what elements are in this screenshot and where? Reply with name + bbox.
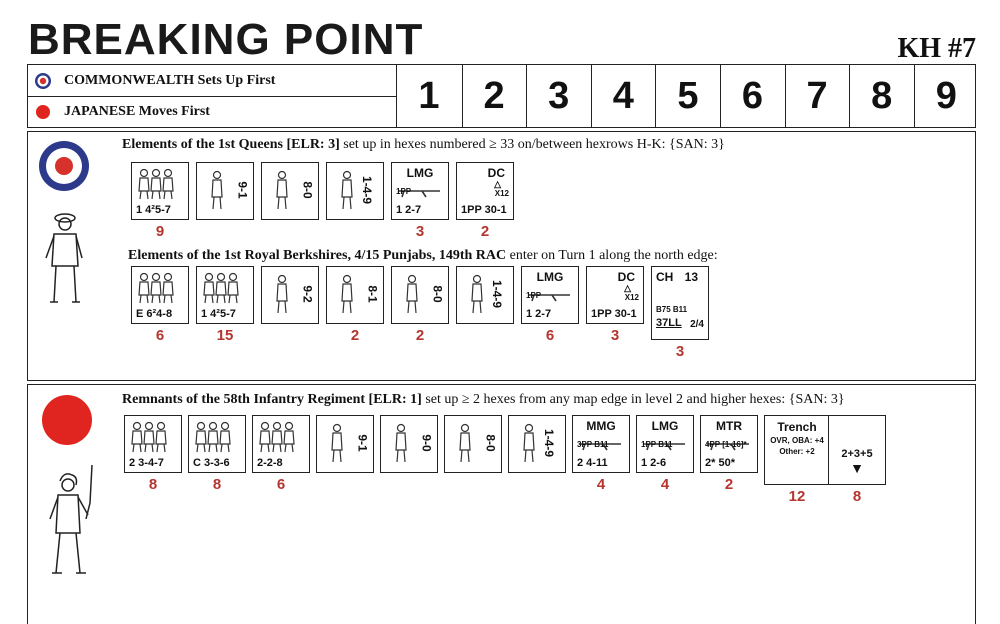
- commonwealth-g1-counter-leader: [196, 162, 254, 220]
- counter-quantity: 12: [788, 488, 806, 505]
- japanese-flag-icon: [41, 394, 93, 446]
- commonwealth-g2-counter-leader: [391, 266, 449, 324]
- mmg-name-label: MMG: [586, 419, 616, 433]
- japanese-g1-counter-trench: [764, 415, 830, 485]
- counter-quantity: 8: [852, 488, 862, 505]
- dc-triangle-icon: △: [494, 179, 501, 189]
- turn-record-track: [27, 64, 976, 128]
- commonwealth-roundel-icon: [38, 140, 90, 192]
- lmg-specs-label: 1PP B11: [641, 440, 673, 449]
- counter-quantity: 4: [596, 476, 606, 493]
- squad-strength-label: 1 4²5-7: [201, 308, 236, 320]
- leader-rating-label: 8-0: [483, 434, 498, 452]
- japanese-g1-counter-squad: [188, 415, 246, 473]
- commonwealth-group2-header: Elements of the 1st Royal Berkshires, 4/15 Punjabs, 149th RAC enter on Turn 1 along the north edge:: [128, 248, 718, 263]
- counter-quantity: 6: [276, 476, 286, 493]
- setup-first-row: [28, 65, 396, 97]
- leader-rating-label: 9-1: [355, 434, 370, 452]
- lmg-name-label: LMG: [536, 270, 564, 284]
- mmg-firepower-label: 2 4-11: [577, 457, 608, 469]
- trench-other-label: Other: +2: [779, 447, 815, 456]
- turn-box-9: 9: [914, 65, 978, 127]
- mmg-specs-label: 3PP B11: [577, 440, 609, 449]
- roundel-icon: [34, 72, 52, 90]
- counter-quantity: 3: [675, 343, 685, 360]
- japanese-section: [27, 384, 976, 624]
- commonwealth-g2-counter-leader: [261, 266, 319, 324]
- trench-ovr-label: OVR, OBA: +4: [770, 436, 824, 445]
- tank-mp-label: 2/4: [690, 319, 704, 330]
- squad-strength-label: C 3-3-6: [193, 457, 230, 469]
- counter-quantity: 4: [660, 476, 670, 493]
- counter-quantity: 2: [724, 476, 734, 493]
- counter-quantity: 6: [155, 327, 165, 344]
- turn-box-3: 3: [526, 65, 590, 127]
- commonwealth-g2-counter-tank: [651, 266, 709, 340]
- lmg-firepower-label: 1 2-6: [641, 457, 667, 469]
- mtr-name-label: MTR: [716, 419, 742, 433]
- counter-quantity: 2: [480, 223, 490, 240]
- squad-strength-label: E 6²4-8: [136, 308, 173, 320]
- tank-specs-label: B75 B11: [656, 305, 688, 314]
- lmg-name-label: LMG: [651, 419, 679, 433]
- leader-rating-label: 1-4-9: [359, 175, 374, 205]
- japanese-g1-counter-wire: [828, 415, 886, 485]
- leader-figure-icon: [509, 416, 565, 472]
- japanese-g1-counter-squad: [124, 415, 182, 473]
- japanese-soldier-icon: [42, 463, 98, 581]
- commonwealth-g1-counter-leader: [326, 162, 384, 220]
- tank-name-label: CH: [656, 270, 674, 284]
- commonwealth-g2-counter-squad: [196, 266, 254, 324]
- setup-first-label: COMMONWEALTH Sets Up First: [64, 72, 276, 88]
- counter-quantity: 8: [148, 476, 158, 493]
- dc-triangle-icon: △: [624, 283, 631, 293]
- counter-quantity: 3: [610, 327, 620, 344]
- tank-number-label: 13: [684, 270, 698, 284]
- leader-rating-label: 8-0: [300, 181, 315, 199]
- setup-second-row: [28, 96, 396, 127]
- leader-rating-label: 1-4-9: [541, 428, 556, 458]
- commonwealth-g2-counter-leader: [326, 266, 384, 324]
- japanese-g1-counter-leader: [508, 415, 566, 473]
- squad-strength-label: 2 3-4-7: [129, 457, 164, 469]
- commonwealth-g2-counter-lmg: [521, 266, 579, 324]
- turn-box-8: 8: [849, 65, 913, 127]
- scenario-title: BREAKING POINT: [28, 15, 424, 64]
- lmg-firepower-label: 1 2-7: [396, 204, 422, 216]
- counter-quantity: 2: [415, 327, 425, 344]
- counter-quantity: 6: [545, 327, 555, 344]
- counter-quantity: 3: [415, 223, 425, 240]
- commonwealth-g2-counter-squad: [131, 266, 189, 324]
- wire-modifier-label: 2+3+5: [841, 448, 873, 460]
- lmg-specs-label: 1PP: [526, 291, 542, 300]
- turn-box-7: 7: [785, 65, 849, 127]
- leader-figure-icon: [457, 267, 513, 323]
- trench-name-label: Trench: [777, 420, 817, 434]
- commonwealth-g1-counter-lmg: [391, 162, 449, 220]
- japanese-g1-counter-leader: [380, 415, 438, 473]
- leader-rating-label: 1-4-9: [489, 279, 504, 309]
- dc-firepower-label: 1PP 30-1: [591, 308, 637, 320]
- squad-strength-label: 2-2-8: [257, 457, 283, 469]
- rising-sun-icon: [34, 103, 52, 121]
- lmg-specs-label: 1PP: [396, 187, 412, 196]
- lmg-firepower-label: 1 2-7: [526, 308, 552, 320]
- leader-rating-label: 9-2: [300, 285, 315, 303]
- dc-name-label: DC: [617, 270, 635, 284]
- turn-box-1: 1: [418, 74, 440, 117]
- down-arrow-icon: ▼: [850, 460, 864, 476]
- japanese-group1-header: Remnants of the 58th Infantry Regiment [ELR: 1] set up ≥ 2 hexes from any map edge in level 2 and higher hexes: {SAN: 3}: [122, 392, 845, 407]
- dc-specs-label: X12: [494, 189, 509, 198]
- mtr-specs-label: 4PP [1-16]*: [705, 440, 747, 449]
- commonwealth-g1-counter-leader: [261, 162, 319, 220]
- tank-gun-label: 37LL: [656, 317, 682, 329]
- turn-box-5: 5: [655, 65, 719, 127]
- leader-rating-label: 8-1: [365, 285, 380, 303]
- japanese-g1-counter-mmg: [572, 415, 630, 473]
- turn-box-4: 4: [591, 65, 655, 127]
- lmg-name-label: LMG: [406, 166, 434, 180]
- dc-name-label: DC: [487, 166, 505, 180]
- turn-box-6: 6: [720, 65, 784, 127]
- japanese-g1-counter-squad: [252, 415, 310, 473]
- dc-firepower-label: 1PP 30-1: [461, 204, 507, 216]
- commonwealth-group1-header: Elements of the 1st Queens [ELR: 3] set up in hexes numbered ≥ 33 on/between hexrows H-K: {SAN: 3}: [122, 137, 725, 152]
- scenario-id: KH #7: [897, 33, 976, 64]
- mtr-firepower-label: 2* 50*: [705, 457, 735, 469]
- leader-rating-label: 8-0: [430, 285, 445, 303]
- commonwealth-section: [27, 131, 976, 381]
- british-soldier-icon: [40, 208, 90, 308]
- commonwealth-g2-counter-dc: [586, 266, 644, 324]
- leader-rating-label: 9-0: [419, 434, 434, 452]
- leader-figure-icon: [327, 163, 383, 219]
- japanese-g1-counter-mtr: [700, 415, 758, 473]
- japanese-g1-counter-lmg: [636, 415, 694, 473]
- counter-quantity: 9: [155, 223, 165, 240]
- setup-second-label: JAPANESE Moves First: [64, 103, 210, 119]
- counter-quantity: 15: [216, 327, 234, 344]
- leader-rating-label: 9-1: [235, 181, 250, 199]
- japanese-g1-counter-leader: [444, 415, 502, 473]
- commonwealth-g2-counter-leader: [456, 266, 514, 324]
- counter-quantity: 2: [350, 327, 360, 344]
- japanese-g1-counter-leader: [316, 415, 374, 473]
- turn-box-2: 2: [462, 65, 526, 127]
- counter-quantity: 8: [212, 476, 222, 493]
- commonwealth-g1-counter-squad: [131, 162, 189, 220]
- commonwealth-g1-counter-dc: [456, 162, 514, 220]
- dc-specs-label: X12: [624, 293, 639, 302]
- squad-strength-label: 1 4²5-7: [136, 204, 171, 216]
